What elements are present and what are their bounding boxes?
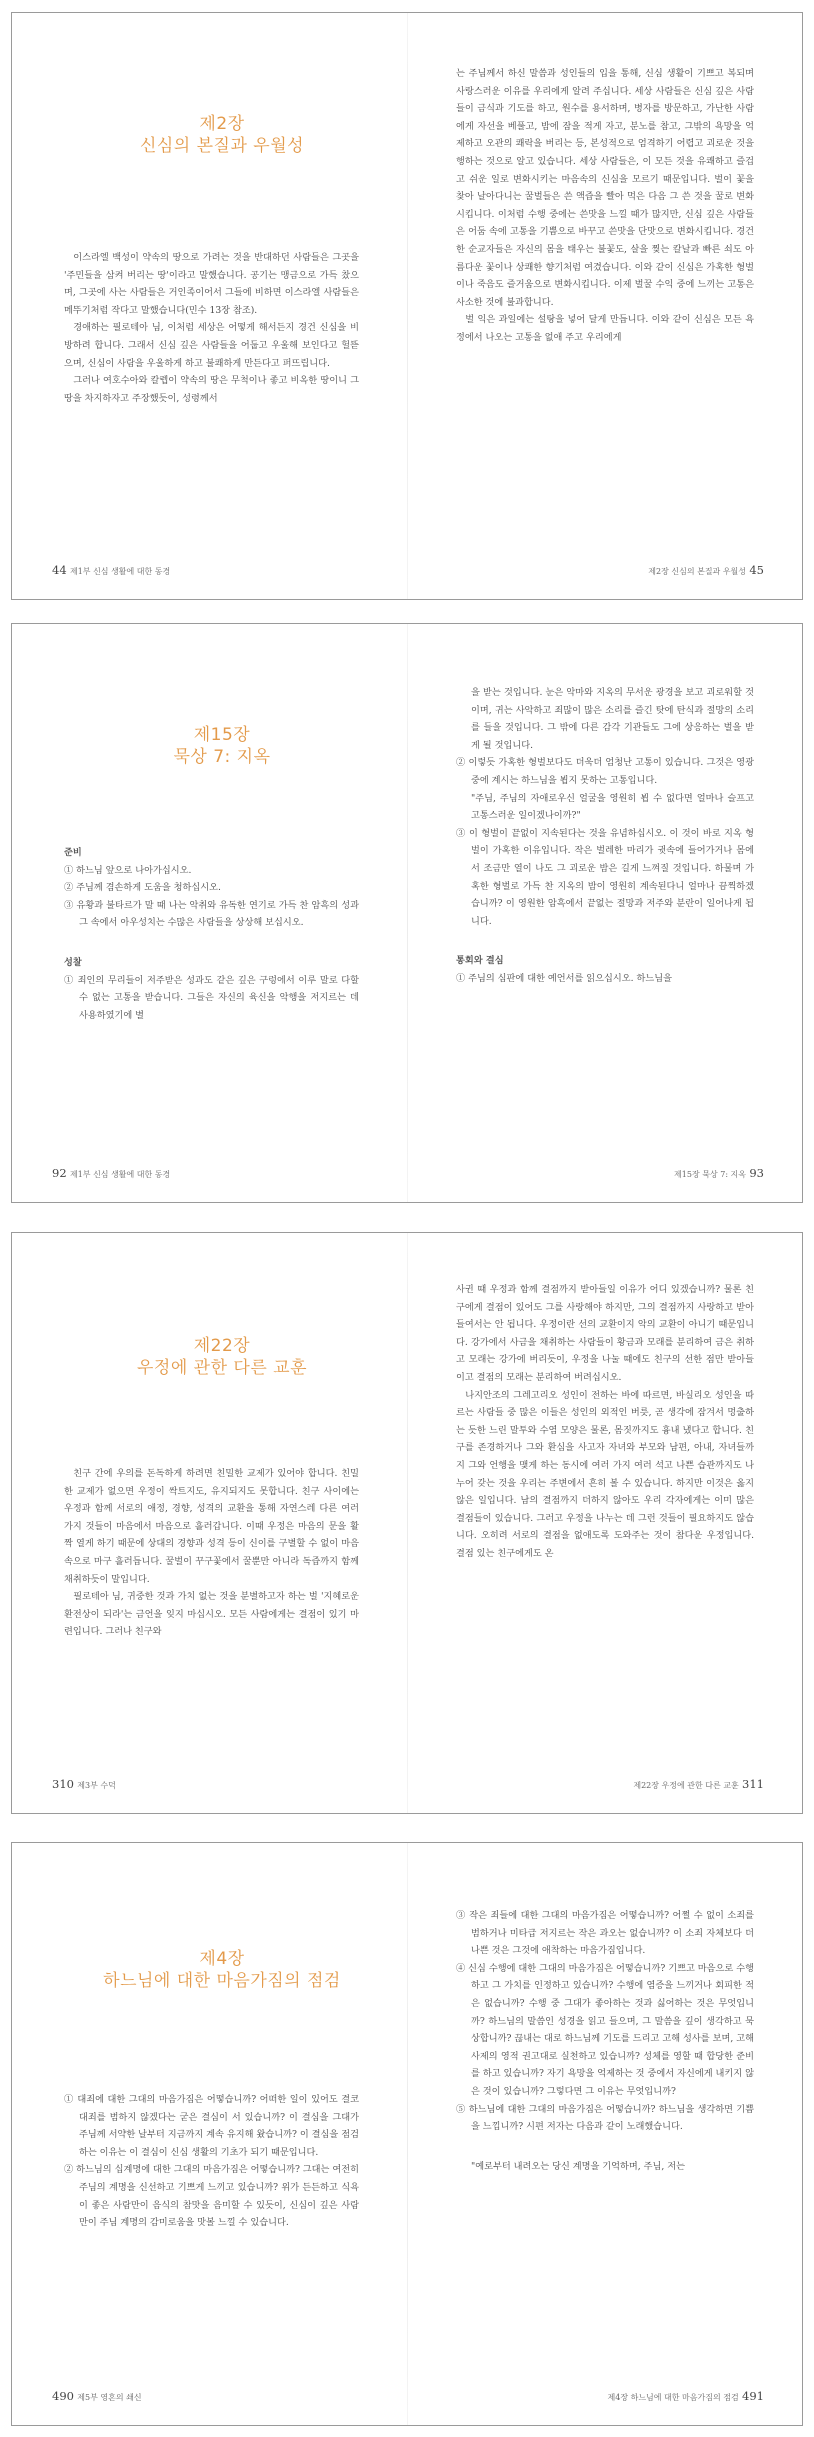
numbered-item: ③ 유황과 불타르가 말 때 나는 악취와 유독한 연기로 가득 찬 암흑의 성과 그 속에서 아우성치는 수많은 사람들을 상상해 보십시오. (64, 899, 359, 929)
numbered-item: ② 주님께 겸손하게 도움을 청하십시오. (64, 882, 221, 894)
numbered-item: ① 죄인의 무리들이 저주받은 성과도 같은 깊은 구렁에서 이루 말로 다할 수 없는 고통을 받습니다. 그들은 자신의 육신을 악행을 저지르는 데 사용하였기에 별 (64, 974, 359, 1021)
chapter-title: 신심의 본질과 우월성 (139, 136, 305, 156)
book-spread (11, 1842, 803, 2426)
left-page (12, 13, 408, 599)
paragraph: 는 주님께서 하신 말씀과 성인들의 입을 통해, 신심 생활이 기쁘고 복되며 사랑스러운 이유를 우리에게 알려 주십니다. 세상 사람들은 신심 깊은 사람들이 금식과 기도를 하고, 원수를 용서하며, 병자를 방문하고, 가난한 사람에게 자선을 베풀고, 밤에 잠을 적게 자고, 분노를 참고, 그밖의 욕망을 억제하고 오관의 쾌락을 버리는 등, 본성적으로 엄격하기 어렵고 괴로운 것을 행하는 것으로 알고 있습니다. 세상 사람들은, 이 모든 것을 유쾌하고 즐겁고 쉬운 일로 변화시키는 마음속의 신심을 모르기 때문입니다. 벌이 꽃을 찾아 날아다니는 꿀벌들은 쓴 액즙을 빨아 먹은 다음 그 쓴 것을 꿀로 변화시킵니다. 이처럼 수행 중에는 쓴맛을 느낄 때가 많지만, 신심 깊은 사람들은 어둠 속에 고통을 기쁨으로 바꾸고 쓴맛을 단맛으로 변화시킵니다. 경건한 순교자들은 자신의 몸을 태우는 불꽃도, 살을 찢는 칼날과 빠른 쇠도 아름다운 꽃이나 상쾌한 향기처럼 여겼습니다. 이와 같이 신심은 가혹한 형벌이나 죽음도 즐거움으로 변화시킵니다. 이제 벌꿀 수익 중에 느끼는 고통은 사소한 것에 불과합니다. (456, 68, 754, 308)
page-number: 92 (52, 1166, 67, 1180)
chapter-number: 제15장 (193, 725, 251, 745)
numbered-item: ⑤ 하느님에 대한 그대의 마음가짐은 어떻습니까? 하느님을 생각하면 기쁨을 느낍니까? 시편 저자는 다음과 같이 노래했습니다. (456, 2103, 754, 2133)
section-heading: 통회와 결심 (456, 955, 504, 967)
book-gutter (407, 13, 408, 599)
page-footer (633, 1777, 764, 1791)
numbered-item: ② 이렇듯 가혹한 형벌보다도 더욱더 엄청난 고통이 있습니다. 그것은 영광 중에 계시는 하느님을 뵙지 못하는 고통입니다. (456, 757, 754, 786)
chapter-number: 제4장 (199, 1949, 245, 1969)
book-spread (11, 12, 803, 600)
page-footer (608, 2389, 764, 2403)
numbered-item: ③ 이 형벌이 끝없이 지속된다는 것을 유념하십시오. 이 것이 바로 지옥 형벌이 가혹한 이유입니다. 작은 벌레한 마리가 귓속에 들어가거나 몸에서 조금만 열이 나도 그 괴로운 밤은 길게 느껴질 것입니다. 하물며 가혹한 형벌로 가득 찬 지옥의 밤이 영원히 계속된다니 얼마나 끔찍하겠습니까? 이 영원한 암흑에서 끝없는 절망과 저주와 분란이 일어나게 됩니다. (456, 827, 754, 927)
chapter-heading (72, 724, 372, 768)
page-number: 310 (52, 1777, 74, 1791)
paragraph: 필로테아 님, 귀중한 것과 가치 없는 것을 분별하고자 하는 벌 '지혜로운 환전상이 되라'는 금언을 잊지 마십시오. 모든 사람에게는 결점이 있기 마련입니다. 그러나 친구와 (64, 1591, 359, 1638)
running-title: 제1부 신심 생활에 대한 동경 (69, 567, 171, 576)
indented-text: "예로부터 내려오는 당신 계명을 기억하며, 주님, 저는 (471, 2160, 685, 2172)
running-title: 제2장 신심의 본질과 우월성 (648, 567, 747, 576)
right-page (408, 624, 804, 1202)
body-text (456, 65, 754, 347)
body-text (456, 1907, 754, 2175)
chapter-heading (72, 1948, 372, 1992)
page-number: 44 (52, 563, 67, 577)
section-heading: 준비 (64, 847, 82, 858)
left-page (12, 1843, 408, 2425)
body-text (456, 1281, 754, 1563)
left-page (12, 624, 408, 1202)
page-footer (52, 1166, 170, 1180)
page-footer (648, 563, 764, 577)
chapter-number: 제2장 (199, 114, 245, 134)
page-footer (52, 563, 170, 577)
numbered-item: ③ 작은 죄들에 대한 그대의 마음가짐은 어떻습니까? 어쩔 수 없이 소죄를 범하거나 미타급 저지르는 작은 과오는 없습니까? 이 소죄 자체보다 더 나쁜 것은 그것에 애착하는 마음가짐입니다. (456, 1910, 754, 1957)
paragraph: 벌 익은 과일에는 설탕을 넣어 달게 만듭니다. 이와 같이 신심은 모든 욕정에서 나오는 고통을 없애 주고 우리에게 (456, 314, 754, 343)
section-heading: 성찰 (64, 956, 82, 968)
numbered-item: ① 대죄에 대한 그대의 마음가짐은 어떻습니까? 어떠한 일이 있어도 결코 대죄를 범하지 않겠다는 굳은 결심이 서 있습니까? 이 결심을 그대가 주님께 서약한 날부터 지금까지 계속 유지해 왔습니까? 이 결심을 점검하는 이유는 이 결심이 신심 생활의 기초가 되기 때문입니다. (64, 2094, 359, 2158)
numbered-item: ① 하느님 앞으로 나아가십시오. (64, 864, 192, 876)
book-spread (11, 623, 803, 1203)
chapter-title: 하느님에 대한 마음가짐의 점검 (103, 1971, 341, 1991)
running-title: 제3부 수덕 (77, 1781, 116, 1790)
paragraph: 나지안조의 그레고리오 성인이 전하는 바에 따르면, 바실리오 성인을 따르는 사람들 중 많은 이들은 성인의 외적인 버릇, 곧 생각에 잠겨서 멍출하는 듯한 느린 말투와 수염 모양은 물론, 몸짓까지도 흉내 냈다고 합니다. 친구를 존경하거나 그와 환심을 사고자 자녀와 부모와 남편, 아내, 자녀들까지 그와 언행을 맺게 하는 동시에 여러 가지 여러 석고 나쁜 습관까지도 나누어 갖는 것을 우리는 주변에서 흔히 볼 수 있습니다. 하지만 이것은 옳지 않은 일입니다. 남의 결점까지 더하지 않아도 우리 각자에게는 이미 많은 결점들이 있습니다. 그러고 우정을 나누는 데 그런 것들이 필요하지도 않습니다. 오히려 서로의 결점을 없애도록 도와주는 것이 참다운 우정입니다. 결점 있는 친구에게도 온 (456, 1389, 754, 1559)
chapter-heading (72, 1335, 372, 1379)
indented-text: 을 받는 것입니다. 눈은 악마와 지옥의 무서운 광경을 보고 괴로워할 것이며, 귀는 사악하고 죄많이 많은 소리를 즐긴 탓에 탄식과 절망의 소리를 들을 것입니다. 그 밖에 다른 감각 기관들도 그에 상응하는 벌을 받게 될 것입니다. (471, 687, 754, 751)
numbered-item: ① 주님의 심판에 대한 예언서를 읽으십시오. 하느님을 (456, 972, 673, 984)
book-gutter (407, 624, 408, 1202)
page-number: 311 (742, 1777, 764, 1791)
chapter-title: 묵상 7: 지옥 (173, 747, 271, 767)
section-gap (64, 932, 359, 954)
paragraph: 그러나 여호수아와 칼렙이 약속의 땅은 무척이나 좋고 비옥한 땅이니 그 땅을 차지하자고 주장했듯이, 성령께서 (64, 375, 359, 404)
body-text (64, 2091, 359, 2232)
book-gutter (407, 1843, 408, 2425)
indented-text: "주님, 주님의 자애로우신 얼굴을 영원히 뵙 수 없다면 얼마나 슬프고 고통스러운 일이겠나이까?" (471, 792, 754, 822)
running-title: 제5부 영혼의 쇄신 (77, 2393, 142, 2402)
running-title: 제1부 신심 생활에 대한 동경 (69, 1170, 171, 1179)
running-title: 제15장 묵상 7: 지옥 (674, 1170, 747, 1179)
page-footer (52, 2389, 142, 2403)
numbered-item: ④ 신심 수행에 대한 그대의 마음가짐은 어떻습니까? 기쁘고 마음으로 수행하고 그 가치를 인정하고 있습니까? 수행에 염증을 느끼거나 회피한 적은 없습니까? 수행 중 그대가 좋아하는 것과 싫어하는 것은 무엇입니까? 하느님의 말씀인 성경을 읽고 들으며, 그 말씀을 깊이 생각하고 묵상합니까? 끊내는 대로 하느님께 기도를 드리고 고해 성사를 보며, 고해 사제의 영적 권고대로 실천하고 있습니까? 성체를 영할 때 합당한 준비를 하고 있습니까? 자기 욕망을 억제하는 것 중에서 자신에게 내키지 않은 것이 있습니까? 그렇다면 그 이유는 무엇입니까? (456, 1962, 754, 2097)
page-footer (674, 1166, 764, 1180)
page-number: 490 (52, 2389, 74, 2403)
body-text (64, 249, 359, 407)
page-number: 93 (749, 1166, 764, 1180)
book-spread (11, 1232, 803, 1814)
page-number: 45 (749, 563, 764, 577)
numbered-item: ② 하느님의 십계명에 대한 그대의 마음가짐은 어떻습니까? 그대는 여전히 주님의 계명을 신선하고 기쁘게 느끼고 있습니까? 위가 든든하고 식욕이 좋은 사람만이 음식의 참맛을 음미할 수 있듯이, 신심이 깊은 사람만이 주님 계명의 감미로움을 맛볼 느낄 수 있습니다. (64, 2164, 359, 2229)
right-page (408, 1233, 804, 1813)
body-text (64, 844, 359, 1024)
body-text (456, 684, 754, 988)
running-title: 제22장 우정에 관한 다른 교훈 (633, 1781, 739, 1790)
paragraph: 친구 간에 우의를 돈독하게 하려면 친밀한 교제가 있어야 합니다. 친밀한 교제가 없으면 우정이 싹트지도, 유지되지도 못합니다. 친구 사이에는 우정과 함께 서로의 애정, 경향, 성격의 교환을 통해 자연스레 다른 여러 가지 것들이 마음에서 마음으로 흘러갑니다. 이때 우정은 마음의 문을 활짝 열게 하기 때문에 상대의 경향과 성격 등이 신이를 구별할 수 없이 마음속으로 마구 흘러듭니다. 꿀벌이 꾸구꽃에서 꿀뿐만 아니라 독즙까지 함께 채취하듯이 말입니다. (64, 1468, 359, 1585)
section-gap (456, 930, 754, 952)
right-page (408, 1843, 804, 2425)
paragraph: 이스라엘 백성이 약속의 땅으로 가려는 것을 반대하던 사람들은 그곳을 '주민들을 삼켜 버리는 땅'이라고 말했습니다. 공기는 맹금으로 가득 찼으며, 그곳에 사는 사람들은 거인족이어서 그들에 비하면 이스라엘 사람들은 메뚜기처럼 작다고 말했습니다(민수 13장 참조). (64, 252, 359, 316)
book-gutter (407, 1233, 408, 1813)
section-gap (456, 2136, 754, 2158)
running-title: 제4장 하느님에 대한 마음가짐의 점검 (607, 2393, 739, 2402)
left-page (12, 1233, 408, 1813)
page-number: 491 (742, 2389, 764, 2403)
chapter-heading (72, 113, 372, 157)
body-text (64, 1465, 359, 1641)
right-page (408, 13, 804, 599)
chapter-number: 제22장 (193, 1336, 251, 1356)
paragraph: 사귄 때 우정과 함께 결점까지 받아들일 이유가 어디 있겠습니까? 물론 친구에게 결점이 있어도 그를 사랑해야 하지만, 그의 결점까지 사랑하고 받아들여서는 안 됩니다. 우정이란 선의 교환이지 악의 교환이 아니기 때문입니다. 강가에서 사금을 채취하는 사람들이 황금과 모래를 분리하여 금은 취하고 모래는 강가에 버리듯이, 우정을 나눌 때에도 친구의 선한 점만 받아들이고 결점의 모래는 분리하여 버려십시오. (456, 1284, 754, 1383)
chapter-title: 우정에 관한 다른 교훈 (136, 1358, 307, 1378)
page-footer (52, 1777, 116, 1791)
paragraph: 경애하는 필로테아 님, 이처럼 세상은 어떻게 해서든지 경건 신심을 비방하려 합니다. 그래서 신심 깊은 사람들을 어둡고 우울해 보인다고 헐뜯으며, 신심이 사람을 우울하게 하고 불쾌하게 만든다고 퍼뜨립니다. (64, 322, 359, 369)
